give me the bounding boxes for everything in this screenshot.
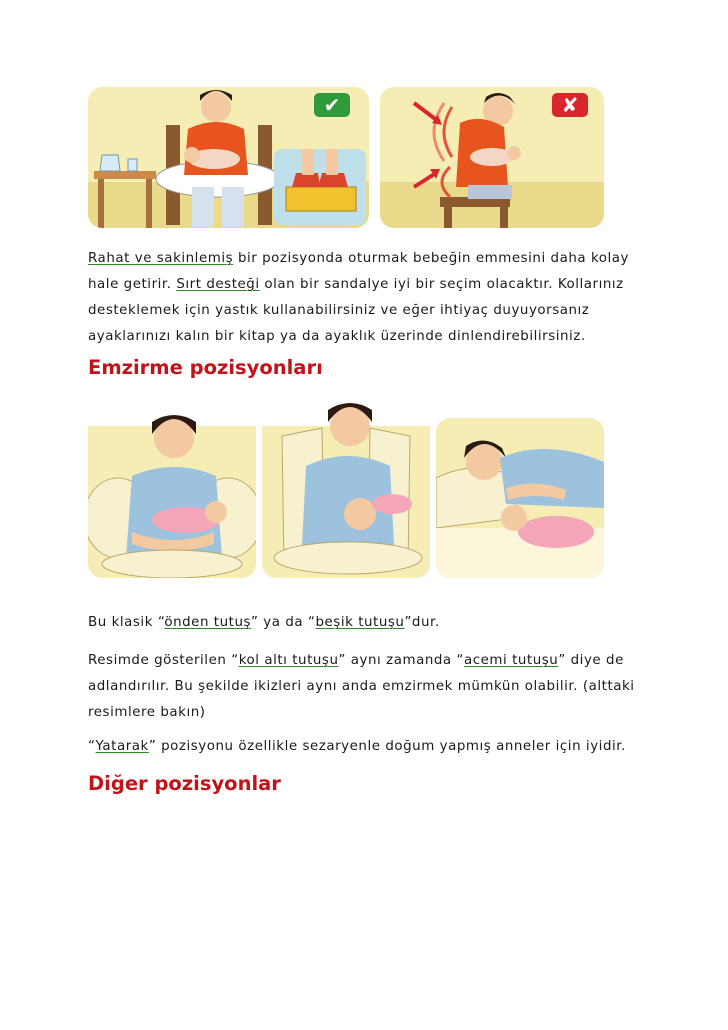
lying-text-post: ” pozisyonu özellikle sezaryenle doğum yapmış anneler için iyidir.: [148, 739, 626, 754]
term-back-support: Sırt desteği: [176, 277, 260, 292]
football-hold-paragraph: [88, 648, 648, 726]
good-posture-illustration: [88, 87, 369, 228]
term-cradle-hold: beşik tutuşu: [315, 615, 405, 630]
football-hold-illustration: [262, 396, 430, 578]
intro-text-2: olan bir sandalye iyi bir seçim olacaktır. Kollarınız desteklemek için yastık kullanabilirsiniz ve eğer ihtiyaç duyuyorsanız ayaklarınızı kalın bir kitap ya da ayaklık üzerinde dinlendirebilirsiniz.: [88, 277, 624, 344]
check-mark-icon: ✔: [323, 93, 341, 117]
cradle-text-pre: Bu klasik “: [88, 615, 165, 630]
term-front-hold: önden tutuş: [164, 615, 252, 630]
football-text-mid: ” aynı zamanda “: [338, 653, 464, 668]
lying-position-paragraph: [88, 734, 648, 760]
cross-mark-icon: ✘: [561, 93, 579, 117]
heading-breastfeeding-positions: Emzirme pozisyonları: [88, 356, 323, 379]
term-lying-down: Yatarak: [95, 739, 149, 754]
cradle-hold-paragraph: [88, 610, 648, 636]
football-text-pre: Resimde gösterilen “: [88, 653, 239, 668]
lying-down-illustration: [436, 418, 604, 578]
cradle-hold-illustration: [88, 408, 256, 578]
intro-text-1: bir pozisyonda oturmak bebeğin emmesini daha kolay hale getirir.: [88, 251, 630, 292]
cradle-text-mid: ” ya da “: [251, 615, 316, 630]
intro-paragraph: [88, 246, 648, 350]
term-novice-hold: acemi tutuşu: [463, 653, 559, 668]
term-comfortable-relaxed: Rahat ve sakinlemiş: [88, 251, 234, 266]
term-underarm-hold: kol altı tutuşu: [238, 653, 339, 668]
lying-text-pre: “: [88, 739, 96, 754]
bad-posture-illustration: [380, 87, 604, 228]
heading-other-positions: Diğer pozisyonlar: [88, 772, 281, 795]
football-text-post: ” diye de adlandırılır. Bu şekilde ikizleri aynı anda emzirmek mümkün olabilir. (alttaki resimlere bakın): [88, 653, 635, 720]
cradle-text-post: ”dur.: [404, 615, 440, 630]
